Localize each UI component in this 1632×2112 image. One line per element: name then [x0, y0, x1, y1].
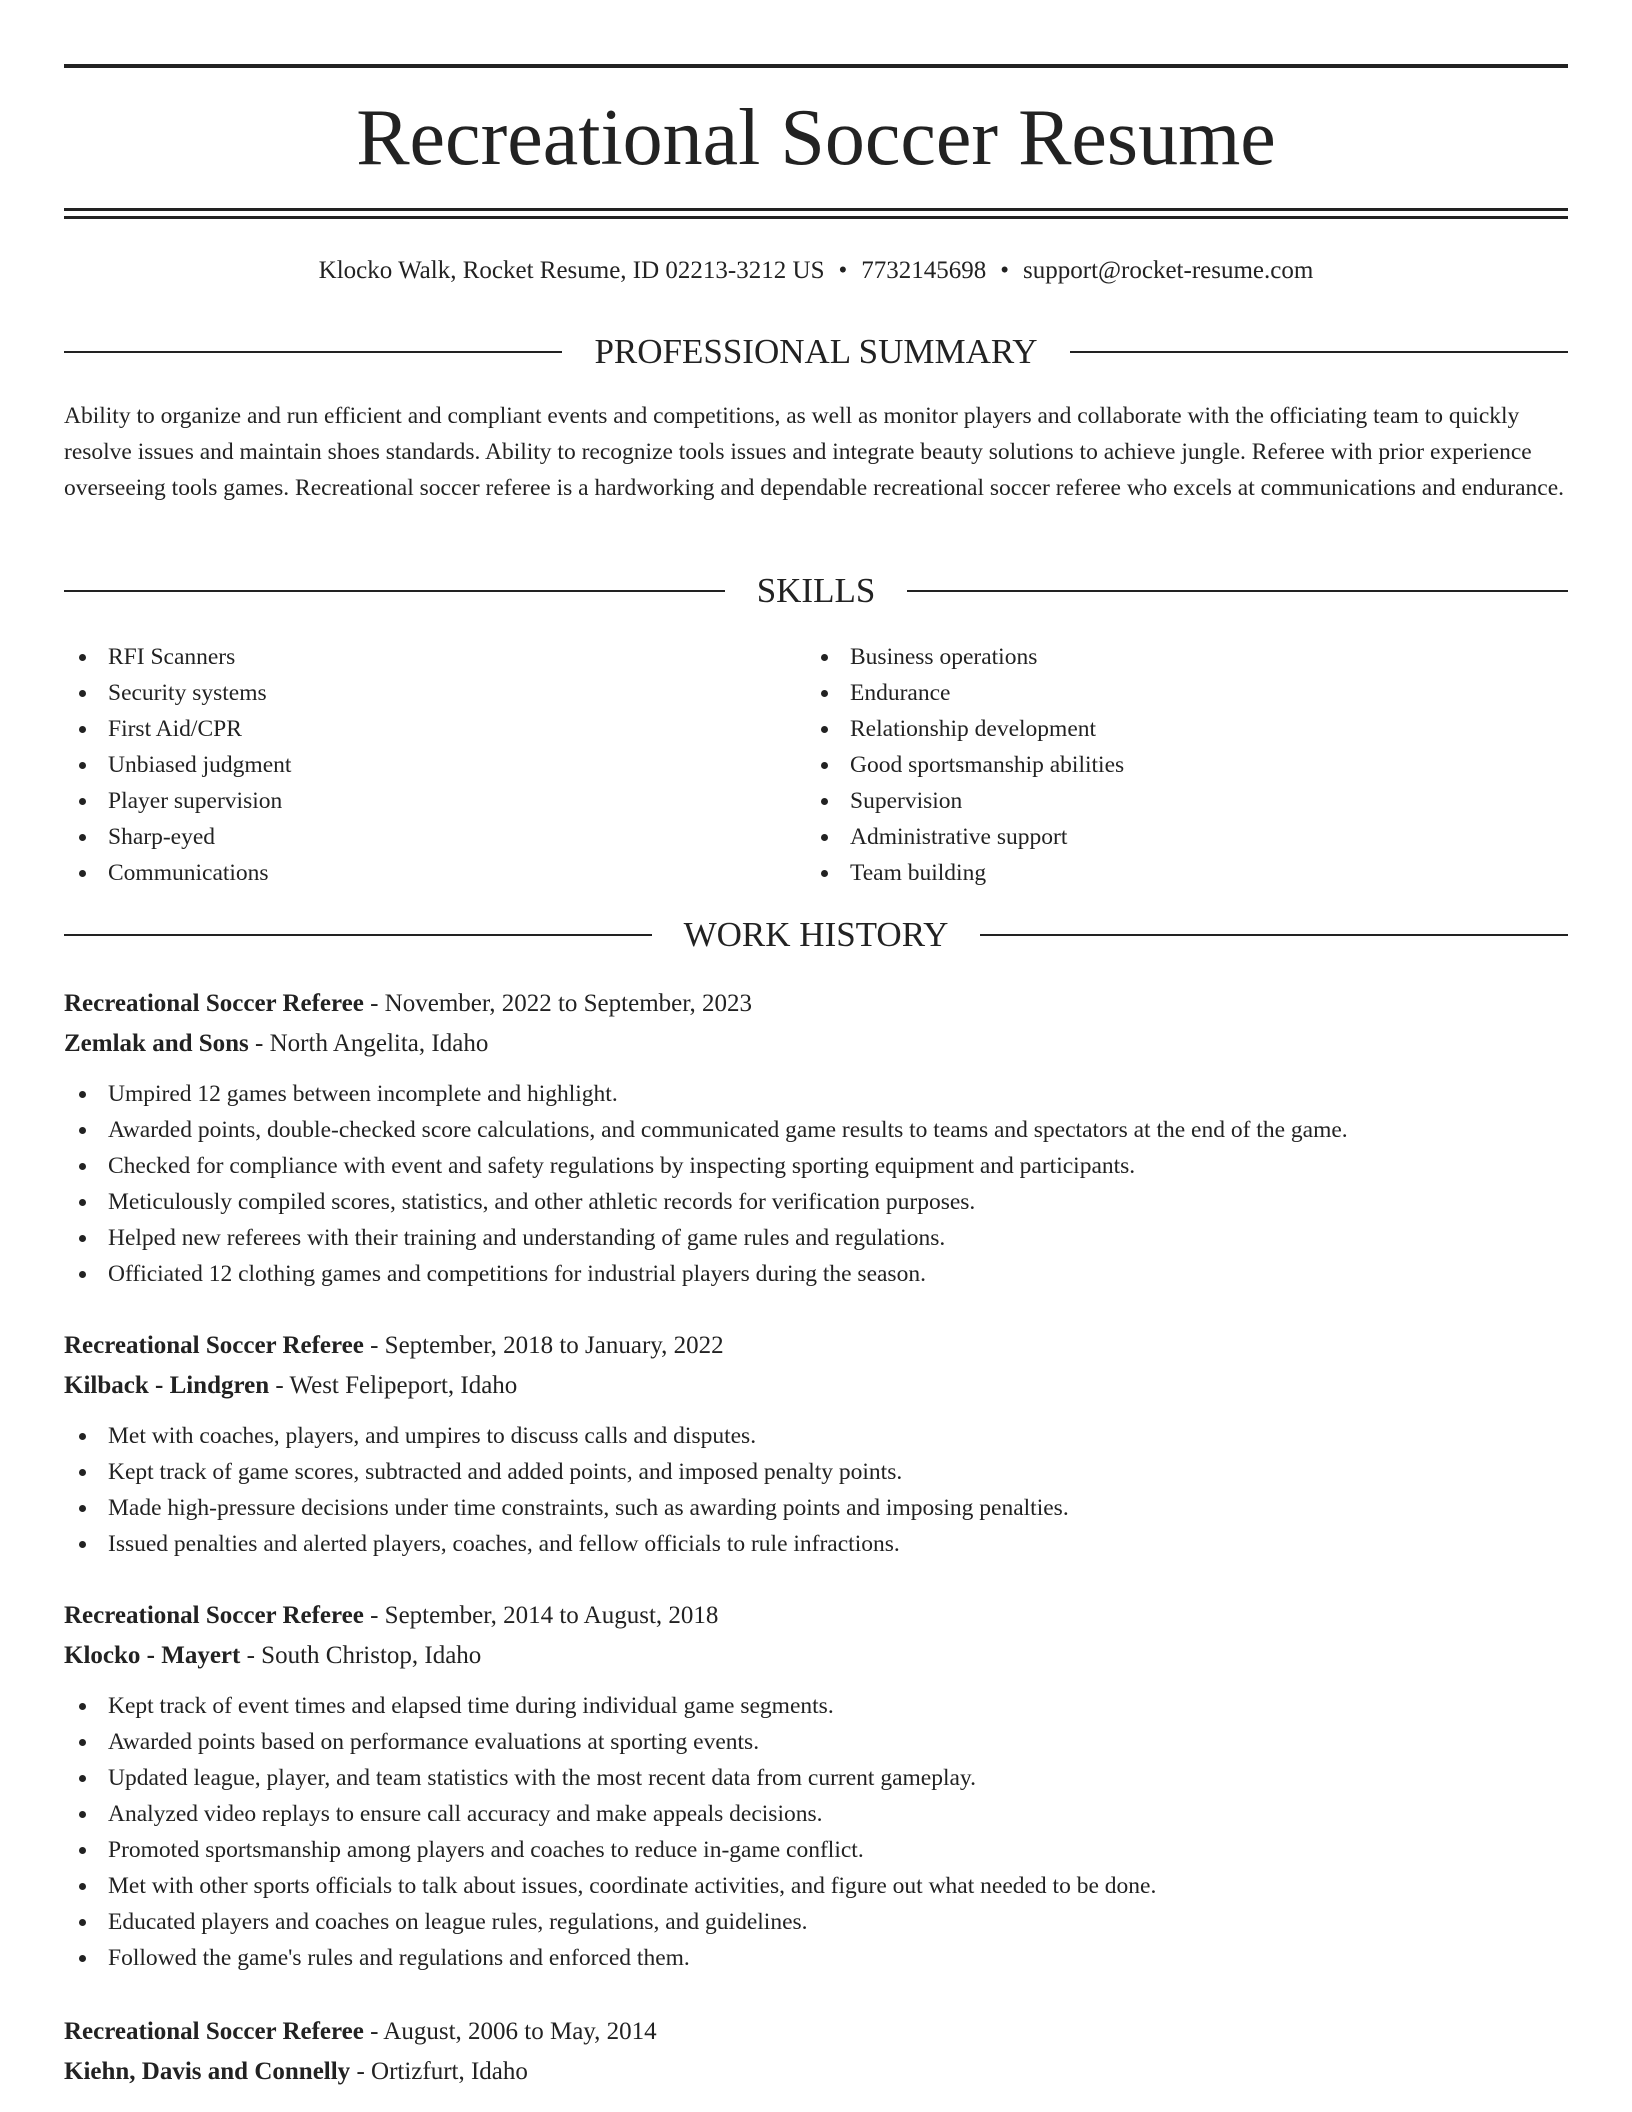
job-title: Recreational Soccer Referee: [64, 1602, 364, 1629]
skills-column-left: [64, 639, 764, 891]
summary-section-heading: [64, 329, 1568, 375]
job-duty-item: Met with other sports officials to talk about issues, coordinate activities, and figure out what needed to be done.: [64, 1868, 1568, 1904]
job-duty-item: Meticulously compiled scores, statistics, and other athletic records for verification purposes.: [64, 1184, 1568, 1220]
job-location: - West Felipeport, Idaho: [269, 1372, 518, 1399]
contact-phone: 7732145698: [861, 257, 987, 284]
job-dates: - September, 2014 to August, 2018: [363, 1602, 719, 1629]
skill-item: Unbiased judgment: [64, 747, 764, 783]
job-company: Zemlak and Sons: [64, 1030, 249, 1057]
skill-item: Endurance: [806, 675, 1506, 711]
heading-rule: [1070, 351, 1568, 353]
job-company: Klocko - Mayert: [64, 1642, 241, 1669]
skills-list-left: [64, 639, 764, 891]
skill-item: First Aid/CPR: [64, 711, 764, 747]
skill-item: Security systems: [64, 675, 764, 711]
job-entry: [64, 2012, 1568, 2092]
job-entry: [64, 984, 1568, 1292]
job-company-line: [64, 1024, 1568, 1064]
skills-section-heading: [64, 568, 1568, 614]
job-duty-item: Issued penalties and alerted players, coaches, and fellow officials to rule infractions.: [64, 1526, 1568, 1562]
job-duty-item: Followed the game's rules and regulations and enforced them.: [64, 1940, 1568, 1976]
header-top-rule: [64, 64, 1568, 68]
work-history-heading-label: WORK HISTORY: [683, 915, 949, 954]
heading-rule: [980, 934, 1568, 936]
job-location: - South Christop, Idaho: [240, 1642, 482, 1669]
job-duty-item: Educated players and coaches on league rules, regulations, and guidelines.: [64, 1904, 1568, 1940]
skill-item: Player supervision: [64, 783, 764, 819]
job-duty-item: Kept track of game scores, subtracted and added points, and imposed penalty points.: [64, 1454, 1568, 1490]
job-company: Kilback - Lindgren: [64, 1372, 270, 1399]
skill-item: Business operations: [806, 639, 1506, 675]
job-duty-item: Promoted sportsmanship among players and coaches to reduce in-game conflict.: [64, 1832, 1568, 1868]
job-duty-item: Checked for compliance with event and safety regulations by inspecting sporting equipment and participants.: [64, 1148, 1568, 1184]
job-company-line: [64, 2052, 1568, 2092]
job-location: - North Angelita, Idaho: [248, 1030, 489, 1057]
job-duty-item: Umpired 12 games between incomplete and highlight.: [64, 1076, 1568, 1112]
job-dates: - September, 2018 to January, 2022: [363, 1332, 724, 1359]
job-title: Recreational Soccer Referee: [64, 2018, 364, 2045]
job-duty-item: Made high-pressure decisions under time constraints, such as awarding points and imposing penalties.: [64, 1490, 1568, 1526]
contact-line: [64, 254, 1568, 288]
job-duty-item: Kept track of event times and elapsed time during individual game segments.: [64, 1688, 1568, 1724]
header-bottom-rule-second: [64, 216, 1568, 219]
job-title-line: [64, 984, 1568, 1024]
job-duty-item: Helped new referees with their training and understanding of game rules and regulations.: [64, 1220, 1568, 1256]
summary-heading-label: PROFESSIONAL SUMMARY: [594, 332, 1038, 371]
contact-separator: •: [838, 257, 848, 284]
job-entry: [64, 1326, 1568, 1562]
job-dates: - November, 2022 to September, 2023: [363, 990, 753, 1017]
skill-item: RFI Scanners: [64, 639, 764, 675]
skills-column-right: [806, 639, 1506, 891]
job-title-line: [64, 1326, 1568, 1366]
work-history-section-heading: [64, 912, 1568, 958]
job-duties: [64, 1076, 1568, 1292]
job-duties: [64, 1418, 1568, 1562]
contact-address: Klocko Walk, Rocket Resume, ID 02213-3212 US: [318, 257, 825, 284]
heading-rule: [64, 590, 725, 592]
page-title: Recreational Soccer Resume: [356, 94, 1276, 182]
skill-item: Sharp-eyed: [64, 819, 764, 855]
professional-summary: Ability to organize and run efficient and compliant events and competitions, as well as monitor players and collaborate with the officiating team to quickly resolve issues and maintain shoes standards. Ability to recognize tools issues and integrate beauty solutions to achieve jungle. Referee with prior experience overseeing tools games. Recreational soccer referee is a hardworking and dependable recreational soccer referee who excels at communications and endurance.: [64, 403, 1565, 501]
job-title: Recreational Soccer Referee: [64, 990, 364, 1017]
job-title-line: [64, 2012, 1568, 2052]
heading-rule: [907, 590, 1568, 592]
job-duty-item: Updated league, player, and team statistics with the most recent data from current gameplay.: [64, 1760, 1568, 1796]
skill-item: Relationship development: [806, 711, 1506, 747]
job-location: - Ortizfurt, Idaho: [350, 2058, 528, 2085]
skill-item: Communications: [64, 855, 764, 891]
job-company-line: [64, 1636, 1568, 1676]
job-duty-item: Awarded points based on performance evaluations at sporting events.: [64, 1724, 1568, 1760]
job-title-line: [64, 1596, 1568, 1636]
job-entry: [64, 1596, 1568, 1976]
heading-rule: [64, 351, 562, 353]
job-duty-item: Met with coaches, players, and umpires to discuss calls and disputes.: [64, 1418, 1568, 1454]
job-dates: - August, 2006 to May, 2014: [363, 2018, 657, 2045]
header-bottom-rule: [64, 208, 1568, 211]
skill-item: Administrative support: [806, 819, 1506, 855]
job-company-line: [64, 1366, 1568, 1406]
skills-heading-label: SKILLS: [756, 571, 876, 610]
job-duties: [64, 1688, 1568, 1976]
skill-item: Good sportsmanship abilities: [806, 747, 1506, 783]
job-company: Kiehn, Davis and Connelly: [64, 2058, 351, 2085]
skills-list-right: [806, 639, 1506, 891]
skill-item: Team building: [806, 855, 1506, 891]
skill-item: Supervision: [806, 783, 1506, 819]
heading-rule: [64, 934, 652, 936]
job-duty-item: Analyzed video replays to ensure call accuracy and make appeals decisions.: [64, 1796, 1568, 1832]
job-title: Recreational Soccer Referee: [64, 1332, 364, 1359]
job-duty-item: Officiated 12 clothing games and competitions for industrial players during the season.: [64, 1256, 1568, 1292]
contact-email: support@rocket-resume.com: [1023, 257, 1314, 284]
job-duty-item: Awarded points, double-checked score calculations, and communicated game results to teams and spectators at the end of the game.: [64, 1112, 1568, 1148]
contact-separator: •: [1000, 257, 1010, 284]
